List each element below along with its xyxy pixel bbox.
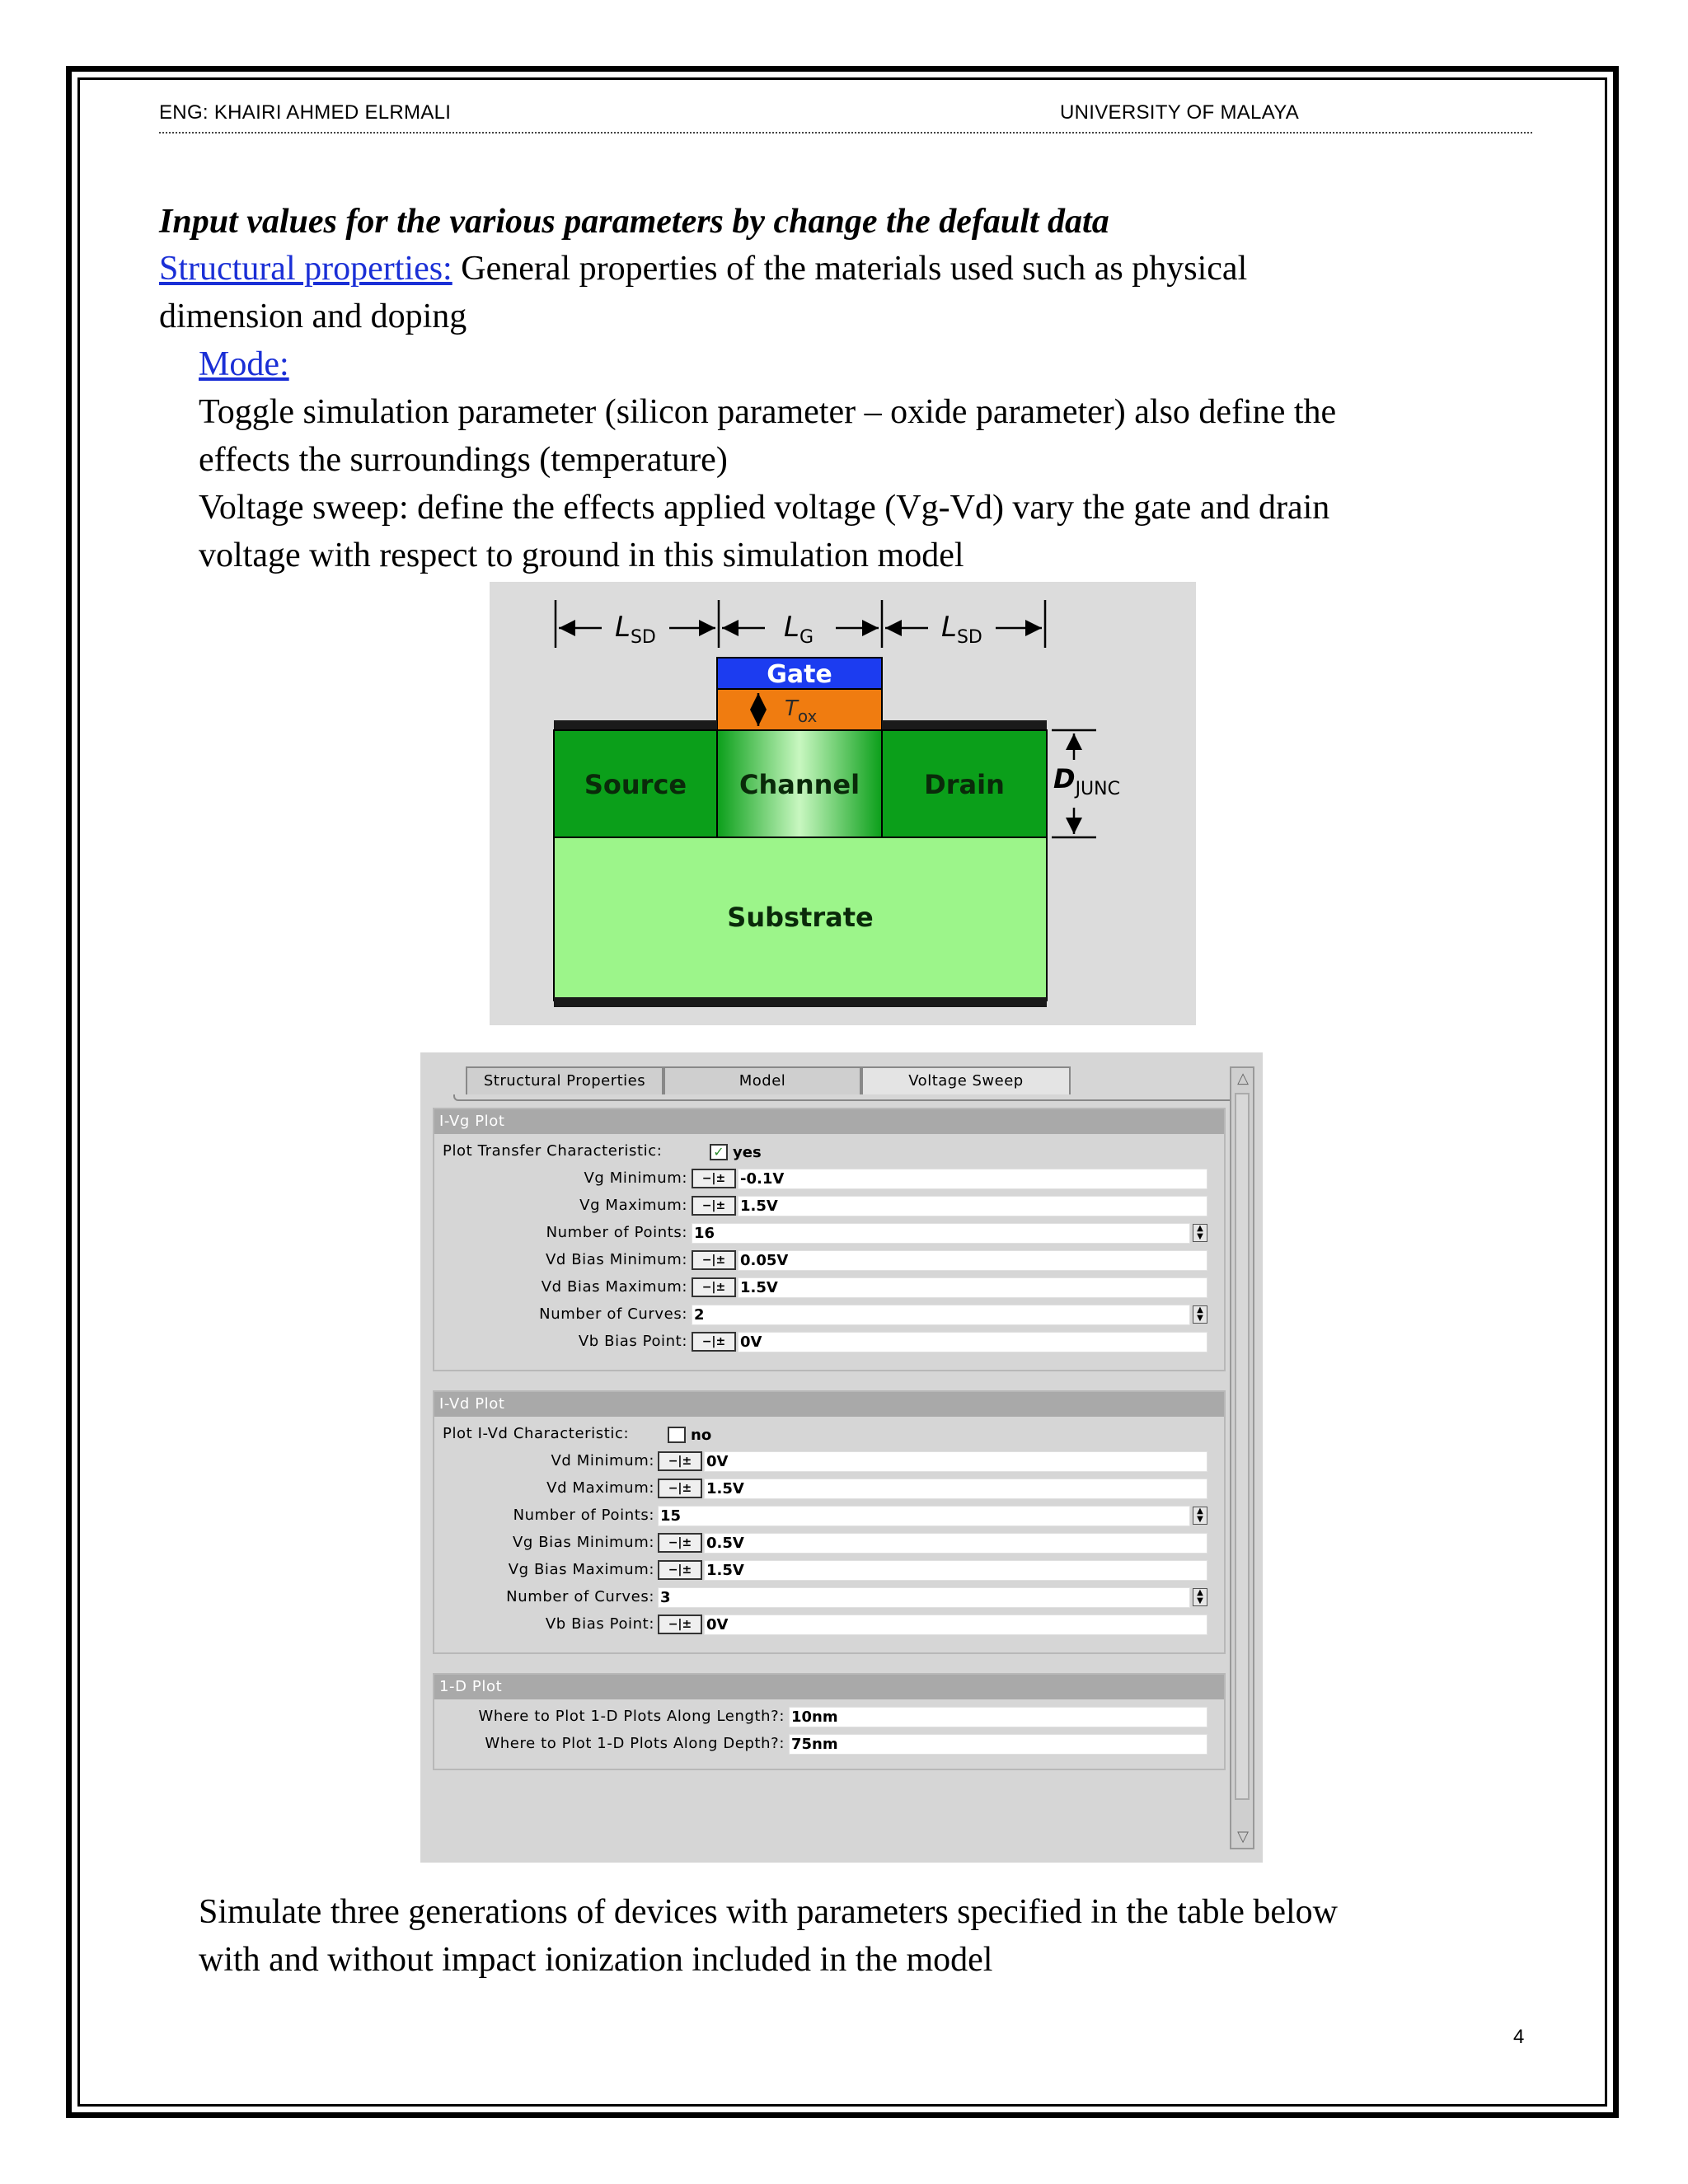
ivd-points-row bbox=[434, 1503, 1224, 1528]
mosfet-structure-diagram bbox=[490, 582, 1196, 1025]
vd-bias-max-voltage-button[interactable]: −|± bbox=[692, 1277, 736, 1297]
ivg-curves-label: Number of Curves: bbox=[539, 1305, 687, 1323]
vg-min-input[interactable]: -0.1V bbox=[738, 1169, 1207, 1189]
ivg-curves-spinner-icon[interactable]: ▲ ▼ bbox=[1193, 1305, 1207, 1324]
vg-bias-max-voltage-button[interactable]: −|± bbox=[658, 1560, 702, 1580]
vg-max-voltage-button[interactable]: −|± bbox=[692, 1196, 736, 1216]
ivd-section-title: I-Vd Plot bbox=[434, 1392, 1224, 1417]
ivd-plot-value: no bbox=[691, 1427, 712, 1444]
vd-min-row bbox=[434, 1449, 1224, 1474]
substrate-label: Substrate bbox=[727, 902, 874, 933]
oned-section-title: 1-D Plot bbox=[434, 1675, 1224, 1699]
vd-bias-max-label: Vd Bias Maximum: bbox=[541, 1278, 687, 1296]
closing-line-2: with and without impact ionization included in the model bbox=[199, 1941, 993, 1979]
ivd-plot-label: Plot I-Vd Characteristic: bbox=[443, 1425, 630, 1442]
vertical-scrollbar[interactable] bbox=[1230, 1066, 1254, 1849]
ivg-points-spinner-icon[interactable]: ▲ ▼ bbox=[1193, 1224, 1207, 1242]
vd-min-input[interactable]: 0V bbox=[704, 1451, 1207, 1472]
tox-sub: ox bbox=[797, 706, 818, 726]
structural-paragraph-line-1 bbox=[159, 245, 1247, 293]
ivd-curves-label: Number of Curves: bbox=[506, 1588, 654, 1605]
lsd-right-main: L bbox=[941, 611, 957, 644]
ivg-plot-section bbox=[433, 1108, 1226, 1371]
ivg-curves-row bbox=[434, 1302, 1224, 1327]
ivd-points-input[interactable]: 15 bbox=[658, 1506, 1190, 1526]
ivd-points-label: Number of Points: bbox=[513, 1507, 654, 1524]
vd-bias-min-row bbox=[434, 1248, 1224, 1272]
vg-bias-max-row bbox=[434, 1558, 1224, 1582]
section-heading: Input values for the various parameters by change the default data bbox=[159, 203, 1109, 241]
structural-paragraph-line-2: dimension and doping bbox=[159, 298, 467, 335]
ivd-points-spinner-icon[interactable]: ▲ ▼ bbox=[1193, 1507, 1207, 1525]
oned-length-label: Where to Plot 1-D Plots Along Length?: bbox=[478, 1708, 785, 1725]
structural-properties-link[interactable]: Structural properties: bbox=[159, 250, 452, 288]
lsd-left-sub: SD bbox=[630, 627, 656, 648]
mode-text-line-2: effects the surroundings (temperature) bbox=[199, 441, 728, 479]
vd-max-input[interactable]: 1.5V bbox=[704, 1479, 1207, 1499]
tab-model[interactable]: Model bbox=[663, 1066, 861, 1094]
vg-bias-min-row bbox=[434, 1530, 1224, 1555]
ivd-curves-row bbox=[434, 1585, 1224, 1610]
tab-voltage-sweep[interactable]: Voltage Sweep bbox=[861, 1066, 1071, 1094]
ivg-vb-input[interactable]: 0V bbox=[738, 1332, 1207, 1352]
ivg-points-input[interactable]: 16 bbox=[692, 1223, 1190, 1244]
oned-depth-input[interactable]: 75nm bbox=[789, 1734, 1207, 1755]
header-university: UNIVERSITY OF MALAYA bbox=[1060, 101, 1300, 124]
substrate-bottom-bar bbox=[554, 997, 1047, 1007]
ivd-vb-label: Vb Bias Point: bbox=[545, 1615, 654, 1633]
scroll-up-icon[interactable]: △ bbox=[1237, 1070, 1249, 1087]
lg-label bbox=[784, 611, 814, 648]
gate-label: Gate bbox=[767, 660, 832, 689]
vg-min-voltage-button[interactable]: −|± bbox=[692, 1169, 736, 1188]
vd-bias-max-row bbox=[434, 1275, 1224, 1300]
djunc-main: D bbox=[1053, 763, 1076, 794]
vg-max-row bbox=[434, 1193, 1224, 1218]
ivg-section-title: I-Vg Plot bbox=[434, 1109, 1224, 1134]
lg-sub: G bbox=[799, 627, 814, 648]
oned-length-row bbox=[434, 1704, 1224, 1729]
oned-depth-label: Where to Plot 1-D Plots Along Depth?: bbox=[485, 1735, 785, 1752]
voltage-sweep-panel bbox=[420, 1052, 1263, 1863]
vg-bias-min-label: Vg Bias Minimum: bbox=[512, 1534, 654, 1551]
ivg-points-row bbox=[434, 1221, 1224, 1245]
ivd-vb-row bbox=[434, 1612, 1224, 1637]
scroll-thumb[interactable] bbox=[1235, 1093, 1250, 1800]
ivg-vb-label: Vb Bias Point: bbox=[578, 1333, 687, 1350]
header-rule bbox=[159, 132, 1532, 134]
ivd-vb-input[interactable]: 0V bbox=[704, 1615, 1207, 1635]
vd-max-label: Vd Maximum: bbox=[546, 1479, 654, 1497]
ivg-plot-row bbox=[434, 1139, 1224, 1164]
vd-bias-min-voltage-button[interactable]: −|± bbox=[692, 1250, 736, 1270]
vg-bias-max-label: Vg Bias Maximum: bbox=[508, 1561, 654, 1578]
oned-plot-section bbox=[433, 1673, 1226, 1770]
ivd-curves-input[interactable]: 3 bbox=[658, 1587, 1190, 1608]
drain-contact-bar bbox=[882, 720, 1047, 730]
vd-max-row bbox=[434, 1476, 1224, 1501]
ivg-vb-voltage-button[interactable]: −|± bbox=[692, 1332, 736, 1352]
vg-max-label: Vg Maximum: bbox=[579, 1197, 687, 1214]
ivd-plot-row bbox=[434, 1422, 1224, 1446]
drain-label: Drain bbox=[924, 769, 1005, 800]
ivd-plot-section bbox=[433, 1390, 1226, 1654]
sweep-text-line-1: Voltage sweep: define the effects applied voltage (Vg-Vd) vary the gate and drain bbox=[199, 489, 1330, 527]
mode-text-line-1: Toggle simulation parameter (silicon parameter – oxide parameter) also define the bbox=[199, 393, 1337, 431]
mode-link[interactable]: Mode: bbox=[199, 345, 289, 383]
oned-length-input[interactable]: 10nm bbox=[789, 1707, 1207, 1727]
source-contact-bar bbox=[554, 720, 717, 730]
lsd-left-main: L bbox=[615, 611, 631, 644]
vd-bias-min-label: Vd Bias Minimum: bbox=[545, 1251, 687, 1268]
ivd-vb-voltage-button[interactable]: −|± bbox=[658, 1615, 702, 1634]
vg-bias-min-voltage-button[interactable]: −|± bbox=[658, 1533, 702, 1553]
channel-label: Channel bbox=[738, 769, 860, 800]
vd-bias-max-input[interactable]: 1.5V bbox=[738, 1277, 1207, 1298]
source-label: Source bbox=[584, 769, 687, 800]
ivg-plot-checkbox[interactable]: ✓ bbox=[710, 1144, 728, 1160]
closing-line-1: Simulate three generations of devices with parameters specified in the table below bbox=[199, 1893, 1339, 1931]
ivg-vb-row bbox=[434, 1329, 1224, 1354]
oned-depth-row bbox=[434, 1732, 1224, 1756]
header-author: ENG: KHAIRI AHMED ELRMALI bbox=[159, 101, 452, 124]
vg-min-row bbox=[434, 1166, 1224, 1191]
vg-min-label: Vg Minimum: bbox=[584, 1169, 687, 1187]
structural-text: General properties of the materials used such as physical bbox=[452, 250, 1248, 288]
vd-min-label: Vd Minimum: bbox=[551, 1452, 654, 1469]
vg-bias-max-input[interactable]: 1.5V bbox=[704, 1560, 1207, 1581]
tab-structural-properties[interactable]: Structural Properties bbox=[466, 1066, 663, 1094]
lg-main: L bbox=[784, 611, 799, 644]
ivg-plot-label: Plot Transfer Characteristic: bbox=[443, 1142, 663, 1160]
scroll-down-icon[interactable]: ▽ bbox=[1237, 1828, 1249, 1845]
ivd-curves-spinner-icon[interactable]: ▲ ▼ bbox=[1193, 1588, 1207, 1606]
djunc-label bbox=[1053, 763, 1120, 799]
lsd-right-sub: SD bbox=[956, 627, 982, 648]
vg-max-input[interactable]: 1.5V bbox=[738, 1196, 1207, 1216]
tox-main: T bbox=[785, 696, 798, 721]
ivg-plot-value: yes bbox=[733, 1144, 762, 1161]
vd-min-voltage-button[interactable]: −|± bbox=[658, 1451, 702, 1471]
vd-bias-min-input[interactable]: 0.05V bbox=[738, 1250, 1207, 1271]
sweep-text-line-2: voltage with respect to ground in this simulation model bbox=[199, 537, 964, 574]
ivd-plot-checkbox[interactable] bbox=[668, 1427, 686, 1443]
vd-max-voltage-button[interactable]: −|± bbox=[658, 1479, 702, 1498]
ivg-curves-input[interactable]: 2 bbox=[692, 1305, 1190, 1325]
page-number: 4 bbox=[1513, 2026, 1525, 2048]
vg-bias-min-input[interactable]: 0.5V bbox=[704, 1533, 1207, 1554]
ivg-points-label: Number of Points: bbox=[546, 1224, 687, 1241]
lsd-left-label bbox=[615, 611, 656, 648]
djunc-sub: JUNC bbox=[1075, 779, 1120, 799]
lsd-right-label bbox=[941, 611, 982, 648]
tab-underline bbox=[453, 1094, 1244, 1101]
